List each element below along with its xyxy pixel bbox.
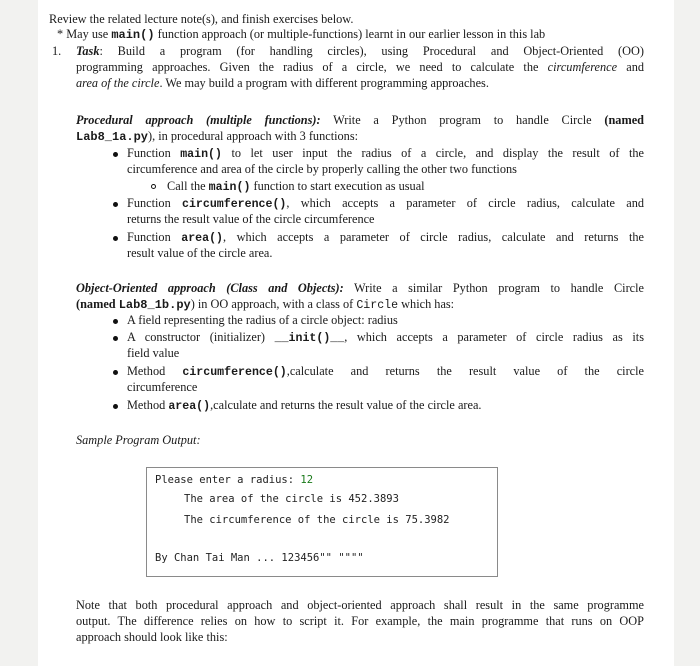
bullet-icon bbox=[113, 319, 118, 324]
procedural-line-2: Lab8_1a.py), in procedural approach with 3 functions: bbox=[76, 129, 359, 144]
procedural-item-1-cont: circumference and area of the circle by properly calling the other two functions bbox=[127, 162, 517, 176]
footer-line-2: output. The difference relies on how to script it. For example, the main programme that runs on OOP bbox=[76, 614, 644, 628]
hollow-bullet-icon bbox=[151, 184, 156, 189]
task-label: Task bbox=[76, 44, 100, 58]
bullet-icon bbox=[113, 152, 118, 157]
oop-item-2: A constructor (initializer) __init()__, which accepts a parameter of circle radius as its bbox=[127, 330, 644, 345]
oop-line-2: (named Lab8_1b.py) in OO approach, with a class of Circle which has: bbox=[76, 297, 455, 312]
procedural-sub-item: Call the main() function to start execution as usual bbox=[167, 179, 425, 194]
footer-line-3: approach should look like this: bbox=[76, 630, 228, 644]
output-area-line: The area of the circle is 452.3893 bbox=[184, 493, 399, 505]
procedural-heading: Procedural approach (multiple functions): Write a Python program to handle Circle (named bbox=[76, 113, 644, 127]
note-star: * bbox=[57, 27, 64, 41]
task-line-3: area of the circle. We may build a program with different programming approaches. bbox=[76, 76, 489, 90]
bullet-icon bbox=[113, 236, 118, 241]
procedural-item-3: Function area(), which accepts a parameter of circle radius, calculate and returns the bbox=[127, 230, 644, 245]
output-signature-line: By Chan Tai Man ... 123456"" """" bbox=[155, 552, 364, 564]
output-prompt-line: Please enter a radius: 12 bbox=[155, 474, 314, 486]
intro-text: Review the related lecture note(s), and finish exercises below. bbox=[49, 12, 354, 26]
oop-item-3-cont: circumference bbox=[127, 380, 198, 394]
task-line-1: Task: Build a program (for handling circles), using Procedural and Object-Oriented (OO) bbox=[76, 44, 644, 58]
oop-item-2-cont: field value bbox=[127, 346, 180, 360]
footer-line-1: Note that both procedural approach and object-oriented approach shall result in the same programme bbox=[76, 598, 644, 612]
task-line-2: programming approaches. Given the radius of a circle, we need to calculate the circumference and bbox=[76, 60, 644, 74]
procedural-item-1: Function main() to let user input the radius of a circle, and display the result of the bbox=[127, 146, 644, 161]
procedural-item-3-cont: result value of the circle area. bbox=[127, 246, 273, 260]
task-number: 1. bbox=[52, 44, 62, 58]
procedural-item-2-cont: returns the result value of the circle circumference bbox=[127, 212, 375, 226]
oop-item-1: A field representing the radius of a circle object: radius bbox=[127, 313, 398, 327]
bullet-icon bbox=[113, 404, 118, 409]
bullet-icon bbox=[113, 370, 118, 375]
sample-output-label: Sample Program Output: bbox=[76, 433, 201, 447]
note-code: main() bbox=[111, 28, 155, 42]
bullet-icon bbox=[113, 202, 118, 207]
output-circumference-line: The circumference of the circle is 75.3982 bbox=[184, 514, 450, 526]
oop-item-3: Method circumference(),calculate and returns the result value of the circle bbox=[127, 364, 644, 379]
bullet-icon bbox=[113, 336, 118, 341]
procedural-item-2: Function circumference(), which accepts a parameter of circle radius, calculate and bbox=[127, 196, 644, 211]
note-line: * May use main() function approach (or multiple-functions) learnt in our earlier lesson in this lab bbox=[57, 27, 546, 42]
output-input-value: 12 bbox=[300, 474, 314, 486]
oop-item-4: Method area(),calculate and returns the result value of the circle area. bbox=[127, 398, 482, 413]
oop-heading: Object-Oriented approach (Class and Objects): Write a similar Python program to handle Circle bbox=[76, 281, 644, 295]
